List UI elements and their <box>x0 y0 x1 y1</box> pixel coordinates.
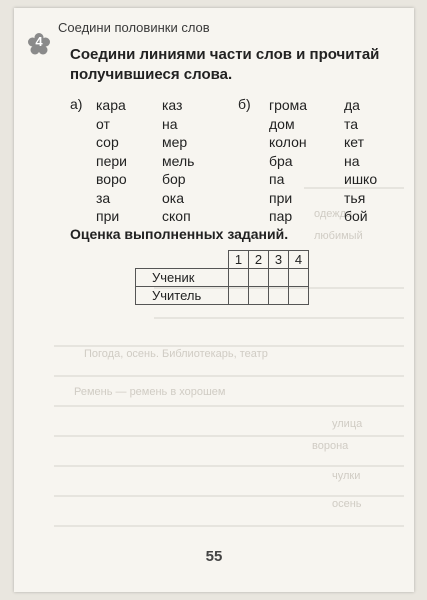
word-part: та <box>344 115 359 132</box>
assessment-cell[interactable] <box>249 269 269 287</box>
word-part: мель <box>162 152 195 169</box>
word-part: каз <box>162 97 183 113</box>
word-part: при <box>96 208 120 224</box>
word-part: за <box>96 189 111 206</box>
word-part: скоп <box>162 208 191 224</box>
word-part: мер <box>162 134 188 150</box>
word-part: бор <box>162 171 186 187</box>
word-part: бра <box>269 152 293 169</box>
word-part: сор <box>96 134 119 150</box>
assessment-cell[interactable] <box>229 269 249 287</box>
word-part: кара <box>96 97 126 113</box>
exercise-a-label: а) <box>70 96 83 112</box>
word-part: грома <box>269 97 308 113</box>
word-part: тья <box>344 189 366 206</box>
word-part: па <box>269 171 285 187</box>
exercise-b-right-column <box>344 96 377 226</box>
bleed-through-text: ворона <box>312 440 349 452</box>
exercise-a-right-column <box>162 96 194 226</box>
bleed-through-text: осень <box>332 498 362 510</box>
bleed-through-text: Погода, осень. Библиотекарь, театр <box>84 348 268 360</box>
word-part: ока <box>162 189 185 206</box>
word-part: пар <box>269 208 293 224</box>
word-part: при <box>269 189 293 206</box>
assessment-row-teacher <box>136 287 309 305</box>
task-title: Соедини половинки слов <box>58 20 210 35</box>
assessment-cell[interactable] <box>269 269 289 287</box>
assessment-column-header: 4 <box>289 251 309 269</box>
word-part: на <box>162 115 178 132</box>
page-number: 55 <box>205 548 223 565</box>
word-part: кет <box>344 134 365 150</box>
word-part: пери <box>96 152 127 169</box>
word-part: на <box>344 152 360 169</box>
word-part: да <box>344 97 360 113</box>
assessment-row-student <box>136 269 309 287</box>
assessment-column-header: 1 <box>229 251 249 269</box>
word-part: дом <box>269 115 295 132</box>
assessment-cell[interactable] <box>289 287 309 305</box>
word-part: ишко <box>344 171 378 187</box>
bleed-through-text: чулки <box>332 470 361 482</box>
bleed-through-text: любимый <box>314 230 363 242</box>
assessment-cell[interactable] <box>289 269 309 287</box>
assessment-table <box>135 250 309 305</box>
assessment-cell[interactable] <box>269 287 289 305</box>
word-part: колон <box>269 134 307 150</box>
task-number: 4 <box>35 34 43 49</box>
assessment-header-row <box>136 251 309 269</box>
exercise-a-left-column <box>96 96 127 226</box>
workbook-page <box>14 8 414 592</box>
word-part: воро <box>96 171 127 187</box>
word-part: бой <box>344 208 368 224</box>
exercise-b-left-column <box>269 96 307 226</box>
assessment-corner <box>136 251 229 269</box>
bleed-through-text: улица <box>332 418 363 430</box>
assessment-row-label: Учитель <box>136 287 229 305</box>
assessment-title: Оценка выполненных заданий. <box>70 226 289 242</box>
assessment-row-label: Ученик <box>136 269 229 287</box>
assessment-cell[interactable] <box>229 287 249 305</box>
assessment-column-header: 2 <box>249 251 269 269</box>
bleed-through-text: одежда <box>314 208 353 220</box>
assessment-column-header: 3 <box>269 251 289 269</box>
bleed-through-text: Ремень — ремень в хорошем <box>74 386 226 398</box>
word-part: от <box>96 115 110 132</box>
exercise-b-label: б) <box>238 96 251 112</box>
task-instruction: Соедини линиями части слов и прочитай получившиеся слова. <box>70 46 380 83</box>
assessment-cell[interactable] <box>249 287 269 305</box>
